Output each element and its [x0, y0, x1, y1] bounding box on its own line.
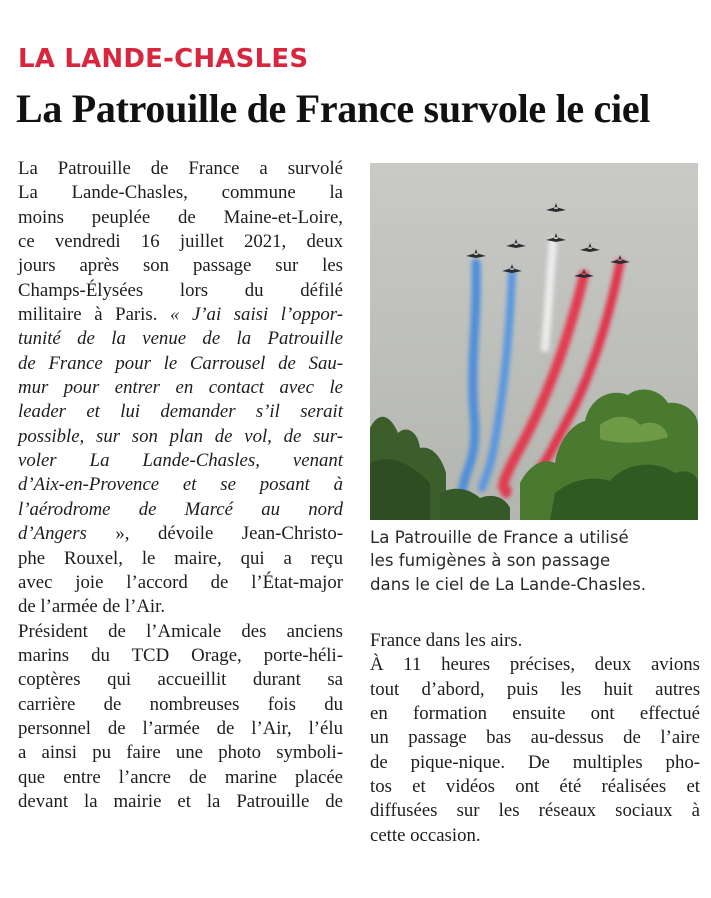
- body-text-line: ce vendredi 16 juillet 2021, deux: [18, 231, 343, 253]
- caption-line: La Patrouille de France a utilisé: [370, 528, 629, 547]
- body-text-line: coptères qui accueillit durant sa: [18, 669, 343, 691]
- body-text-line: France dans les airs.: [370, 630, 523, 651]
- body-text-line: [18, 522, 343, 546]
- body-text-line: de pique-nique. De multiples pho-: [370, 751, 700, 773]
- article-body-right-column: [370, 629, 700, 848]
- article-body-left-column: [18, 157, 343, 814]
- body-text-line: carrière de nombreuses fois du: [18, 693, 343, 715]
- body-text-line: possible, sur son plan de vol, de sur-: [18, 425, 343, 447]
- body-text-line: que entre l’ancre de marine placée: [18, 766, 343, 788]
- photo-caption: [370, 526, 700, 596]
- body-text-line: phe Rouxel, le maire, qui a reçu: [18, 547, 343, 569]
- body-text-line: jours après son passage sur les: [18, 255, 343, 277]
- body-text-line: La Lande-Chasles, commune la: [18, 182, 343, 204]
- body-text-line: [18, 303, 343, 327]
- article-headline: La Patrouille de France survole le ciel: [16, 86, 651, 131]
- body-text-line: voler La Lande-Chasles, venant: [18, 450, 343, 472]
- body-text-line: diffusées sur les réseaux sociaux à: [370, 800, 700, 822]
- body-text-line: d’Aix-en-Provence et se posant à: [18, 474, 343, 496]
- section-kicker: LA LANDE-CHASLES: [18, 44, 309, 74]
- body-text-line: un passage bas au-dessus de l’aire: [370, 727, 700, 749]
- quote-text: « J’ai saisi l’oppor-: [169, 304, 343, 326]
- caption-line: les fumigènes à son passage: [370, 551, 611, 571]
- body-text-line: marins du TCD Orage, porte-héli-: [18, 644, 343, 666]
- body-text-line: Champs-Élysées lors du défilé: [18, 279, 343, 301]
- body-text-line: tout d’abord, puis les huit autres: [370, 678, 700, 700]
- body-text-line: a ainsi pu faire une photo symboli-: [18, 742, 343, 764]
- body-text: », dévoile Jean-Christo-: [86, 523, 343, 545]
- body-text-line: personnel de l’armée de l’Air, l’élu: [18, 717, 343, 739]
- body-text-line: de France pour le Carrousel de Sau-: [18, 352, 343, 374]
- aerobatic-jets-photo-icon: [370, 163, 698, 520]
- quote-text: d’Angers: [18, 523, 87, 545]
- body-text-line: moins peuplée de Maine-et-Loire,: [18, 206, 343, 228]
- caption-line: dans le ciel de La Lande-Chasles.: [370, 574, 647, 594]
- body-text-line: l’aérodrome de Marcé au nord: [18, 498, 343, 520]
- article-photo: [370, 163, 698, 520]
- body-text-line: À 11 heures précises, deux avions: [370, 654, 700, 676]
- body-text-line: avec joie l’accord de l’État-major: [18, 571, 343, 593]
- body-text-line: mur pour entrer en contact avec le: [18, 377, 343, 399]
- body-text-line: devant la mairie et la Patrouille de: [18, 790, 343, 812]
- body-text-line: cette occasion.: [370, 824, 481, 846]
- body-text: militaire à Paris.: [18, 304, 170, 326]
- body-text-line: tos et vidéos ont été réalisées et: [370, 776, 700, 798]
- body-text-line: leader et lui demander s’il serait: [18, 401, 343, 423]
- body-text-line: en formation ensuite ont effectué: [370, 703, 700, 725]
- body-text-line: La Patrouille de France a survolé: [18, 158, 343, 179]
- body-text-line: de l’armée de l’Air.: [18, 596, 166, 618]
- body-text-line: tunité de la venue de la Patrouille: [18, 328, 343, 350]
- body-text-line: Président de l’Amicale des anciens: [18, 620, 343, 642]
